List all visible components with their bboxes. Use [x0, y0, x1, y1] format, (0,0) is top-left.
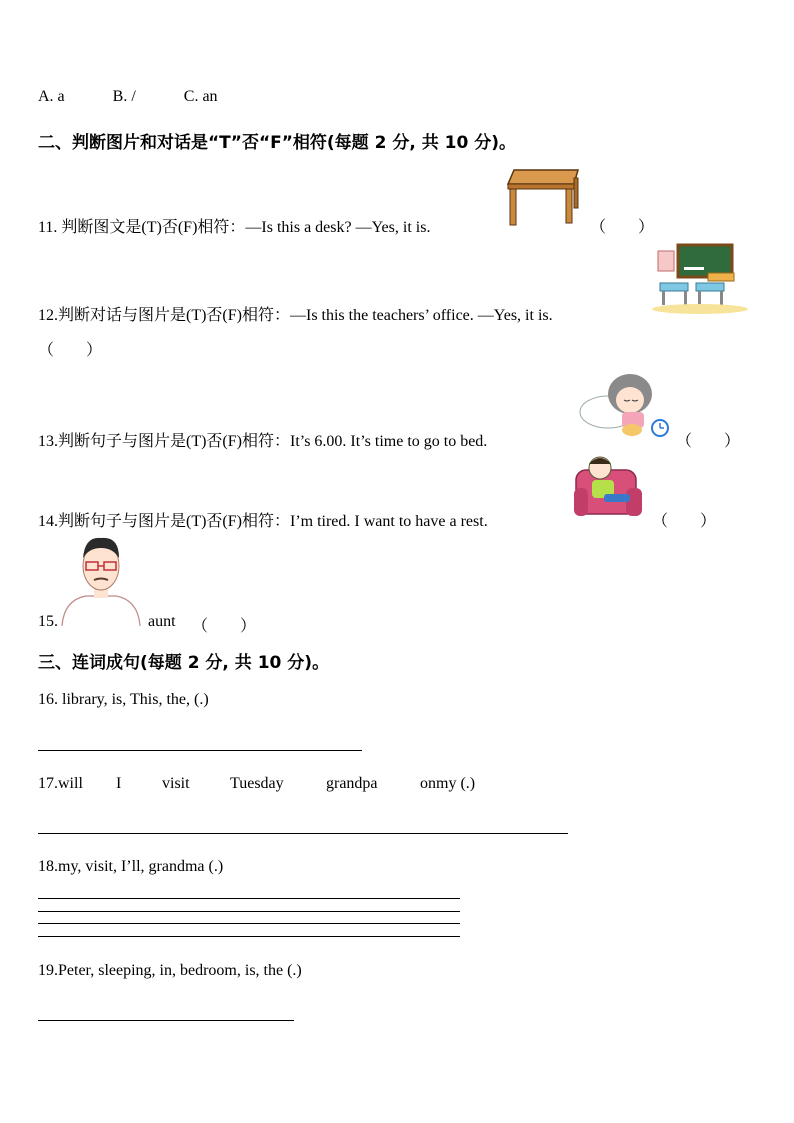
- question-17-words: [38, 775, 475, 793]
- question-15-word: aunt: [148, 613, 176, 630]
- desk-image: [504, 166, 582, 228]
- man-with-glasses-image: [60, 536, 142, 628]
- sleeping-girl-image: [578, 366, 672, 442]
- options-row: [38, 88, 262, 106]
- answer-line-18a[interactable]: [38, 898, 460, 899]
- answer-line-19[interactable]: [38, 1020, 294, 1021]
- question-11-answer-paren[interactable]: （ ）: [590, 219, 655, 236]
- question-12-text: 12.判断对话与图片是(T)否(F)相符：—Is this the teachers’ office. —Yes, it is.: [38, 307, 553, 324]
- question-12-answer-paren[interactable]: （ ）: [38, 342, 103, 359]
- section-2-heading: 二、判断图片和对话是“T”否“F”相符(每题 2 分, 共 10 分)。: [38, 133, 516, 153]
- question-11-text: 11. 判断图文是(T)否(F)相符：—Is this a desk? —Yes, it is.: [38, 219, 431, 236]
- word: grandpa: [326, 775, 378, 792]
- word: 17.will: [38, 775, 83, 792]
- question-14-answer-paren[interactable]: （ ）: [652, 513, 717, 530]
- answer-line-18d[interactable]: [38, 936, 460, 937]
- classroom-image: [650, 243, 750, 315]
- word: I: [116, 775, 122, 792]
- option-c: C. an: [183, 88, 218, 105]
- word: Tuesday: [230, 775, 284, 792]
- answer-line-17[interactable]: [38, 833, 568, 834]
- word: visit: [162, 775, 190, 792]
- question-13-answer-paren[interactable]: （ ）: [676, 433, 741, 450]
- question-19-text: 19.Peter, sleeping, in, bedroom, is, the (.): [38, 962, 302, 979]
- option-a: A. a: [38, 88, 65, 105]
- question-15-number: 15.: [38, 613, 58, 630]
- section-3-heading: 三、连词成句(每题 2 分, 共 10 分)。: [38, 653, 330, 673]
- answer-line-18c[interactable]: [38, 923, 460, 924]
- question-15-answer-paren[interactable]: （ ）: [192, 618, 257, 635]
- question-13-text: 13.判断句子与图片是(T)否(F)相符：It’s 6.00. It’s time to go to bed.: [38, 433, 488, 450]
- answer-line-16[interactable]: [38, 750, 362, 751]
- boy-in-armchair-image: [570, 452, 646, 524]
- question-18-text: 18.my, visit, I’ll, grandma (.): [38, 858, 224, 875]
- question-16-text: 16. library, is, This, the, (.): [38, 691, 209, 708]
- question-14-text: 14.判断句子与图片是(T)否(F)相符：I’m tired. I want to have a rest.: [38, 513, 488, 530]
- answer-line-18b[interactable]: [38, 911, 460, 912]
- option-b: B. /: [112, 88, 136, 105]
- word: onmy (.): [420, 775, 476, 792]
